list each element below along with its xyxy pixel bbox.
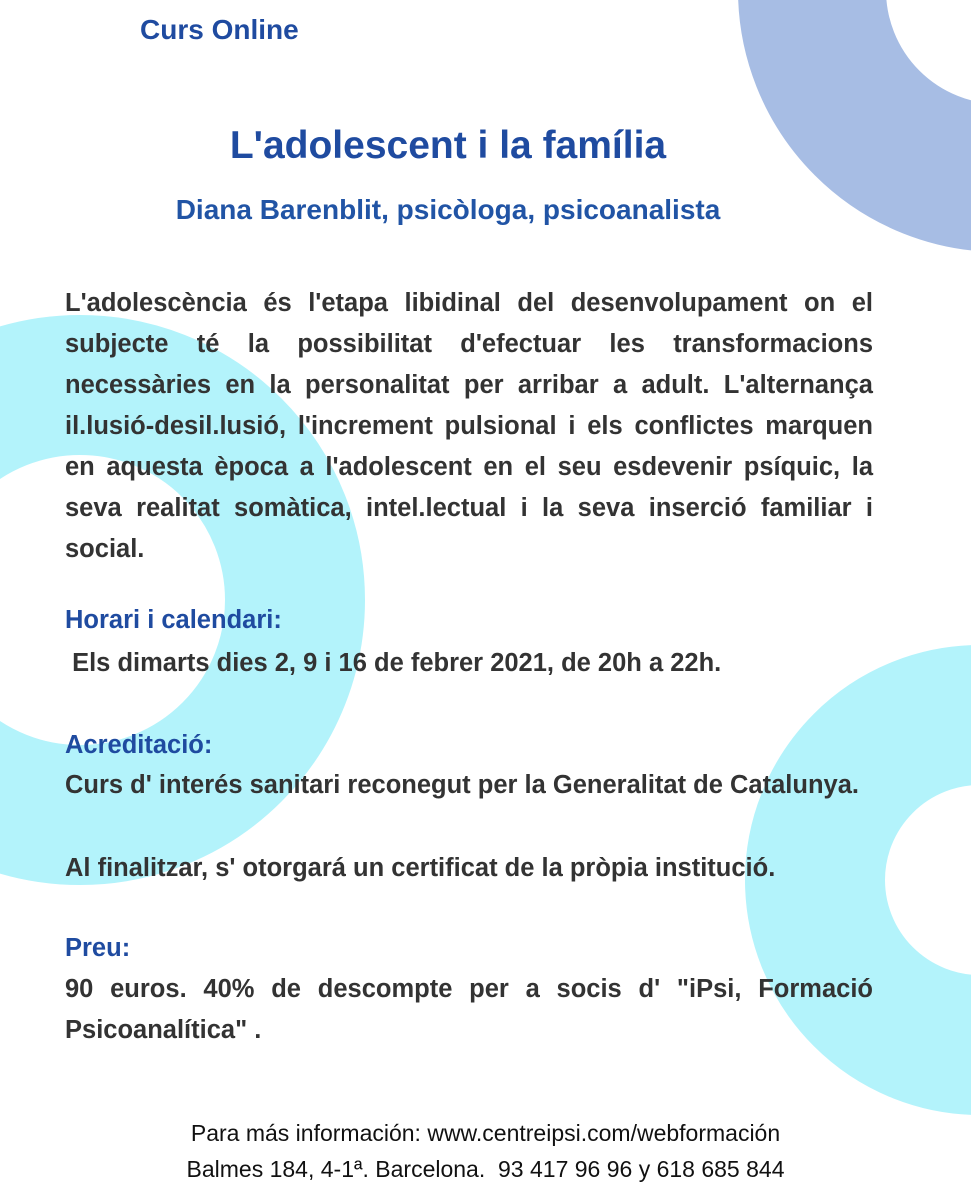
- accreditation-heading: Acreditació:: [65, 731, 213, 759]
- accreditation-text: Curs d' interés sanitari reconegut per la Generalitat de Catalunya.: [65, 771, 859, 799]
- schedule-text: Els dimarts dies 2, 9 i 16 de febrer 2021, de 20h a 22h.: [65, 649, 722, 677]
- page-subtitle: Diana Barenblit, psicòloga, psicoanalista: [175, 194, 721, 225]
- schedule-heading: Horari i calendari:: [65, 606, 282, 634]
- intro-paragraph: L'adolescència és l'etapa libidinal del desenvolupament on el subjecte té la possibilitat d'efectuar les transformacions necessàries en la personalitat per arribar a adult. L'alternança il.lusió-desil.lusió, l'increment pulsional i els conflictes marquen en aquesta època a l'adolescent en el seu esdevenir psíquic, la seva realitat somàtica, intel.lectual i la seva inserció familiar i social.: [65, 289, 873, 563]
- course-type-label: Curs Online: [140, 14, 299, 45]
- certificate-text: Al finalitzar, s' otorgará un certificat de la pròpia institució.: [65, 854, 776, 882]
- footer-address-line: Balmes 184, 4-1ª. Barcelona. 93 417 96 96 y 618 685 844: [186, 1156, 785, 1182]
- price-heading: Preu:: [65, 934, 131, 962]
- footer-info-line: Para más información: www.centreipsi.com/webformación: [190, 1120, 781, 1146]
- page-title: L'adolescent i la família: [229, 124, 667, 167]
- price-text: 90 euros. 40% de descompte per a socis d' "iPsi, Formació Psicoanalítica" .: [65, 975, 873, 1044]
